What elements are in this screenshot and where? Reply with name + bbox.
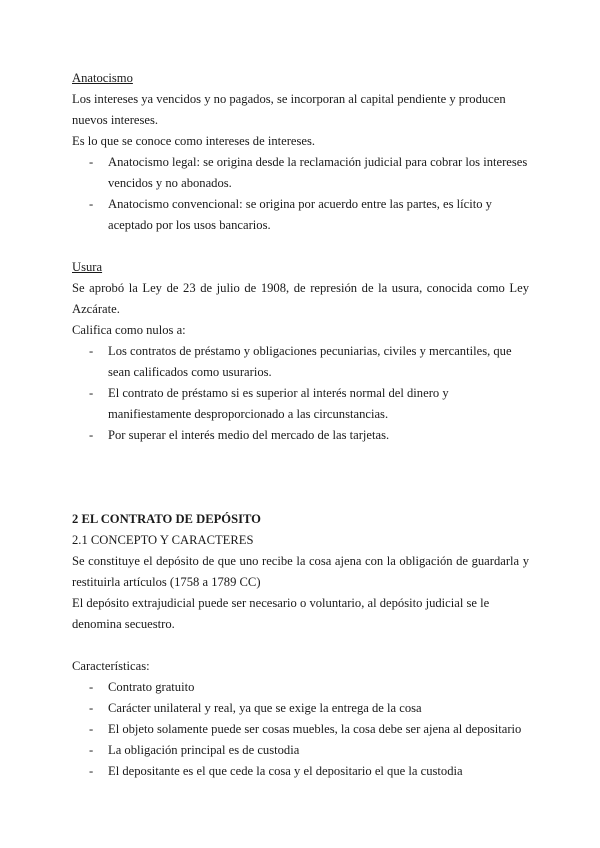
dash-marker: -	[89, 155, 94, 169]
list-item	[72, 698, 529, 719]
list-item	[72, 425, 529, 446]
dash-marker: -	[89, 701, 94, 715]
list-item	[72, 194, 529, 236]
dash-marker: -	[89, 743, 94, 757]
caracteristicas-label: Características:	[72, 659, 150, 673]
list-item-text: El contrato de préstamo si es superior al interés normal del dinero y manifiestamente desproporcionado a las circunstancias.	[108, 386, 449, 421]
list-item	[72, 152, 529, 194]
spacer	[72, 446, 529, 509]
dash-marker: -	[89, 197, 94, 211]
list-item-text: Anatocismo convencional: se origina por acuerdo entre las partes, es lícito y aceptado por los usos bancarios.	[108, 197, 492, 232]
section-subtitle: 2.1 CONCEPTO Y CARACTERES	[72, 533, 254, 547]
list-item	[72, 383, 529, 425]
usura-paragraph-2: Califica como nulos a:	[72, 323, 186, 337]
usura-heading: Usura	[72, 260, 103, 274]
dash-marker: -	[89, 680, 94, 694]
list-item-text: Por superar el interés medio del mercado de las tarjetas.	[108, 428, 390, 442]
usura-list	[72, 341, 529, 446]
document-page	[72, 68, 529, 782]
dash-marker: -	[89, 428, 94, 442]
list-item	[72, 719, 529, 740]
list-item	[72, 740, 529, 761]
list-item	[72, 677, 529, 698]
anatocismo-paragraph-1: Los intereses ya vencidos y no pagados, se incorporan al capital pendiente y producen nuevos intereses.	[72, 92, 506, 127]
list-item-text: Los contratos de préstamo y obligaciones pecuniarias, civiles y mercantiles, que sean calificados como usurarios.	[108, 344, 512, 379]
list-item-text: El objeto solamente puede ser cosas muebles, la cosa debe ser ajena al depositario	[108, 722, 522, 736]
list-item	[72, 341, 529, 383]
caracteristicas-list	[72, 677, 529, 782]
list-item-text: Contrato gratuito	[108, 680, 195, 694]
list-item-text: La obligación principal es de custodia	[108, 743, 300, 757]
anatocismo-list	[72, 152, 529, 236]
spacer	[72, 236, 529, 257]
deposito-paragraph-1: Se constituye el depósito de que uno recibe la cosa ajena con la obligación de guardarla y restituirla artículos (1758 a 1789 CC)	[72, 554, 529, 589]
dash-marker: -	[89, 722, 94, 736]
spacer	[72, 635, 529, 656]
list-item-text: Anatocismo legal: se origina desde la reclamación judicial para cobrar los intereses vencidos y no abonados.	[108, 155, 528, 190]
dash-marker: -	[89, 764, 94, 778]
anatocismo-paragraph-2: Es lo que se conoce como intereses de intereses.	[72, 134, 316, 148]
anatocismo-heading: Anatocismo	[72, 71, 133, 85]
dash-marker: -	[89, 344, 94, 358]
section-title: 2 EL CONTRATO DE DEPÓSITO	[72, 512, 261, 526]
list-item-text: Carácter unilateral y real, ya que se exige la entrega de la cosa	[108, 701, 422, 715]
list-item-text: El depositante es el que cede la cosa y el depositario el que la custodia	[108, 764, 463, 778]
deposito-paragraph-2: El depósito extrajudicial puede ser necesario o voluntario, al depósito judicial se le denomina secuestro.	[72, 596, 490, 631]
dash-marker: -	[89, 386, 94, 400]
list-item	[72, 761, 529, 782]
usura-paragraph-1: Se aprobó la Ley de 23 de julio de 1908, de represión de la usura, conocida como Ley Azcárate.	[72, 281, 529, 316]
